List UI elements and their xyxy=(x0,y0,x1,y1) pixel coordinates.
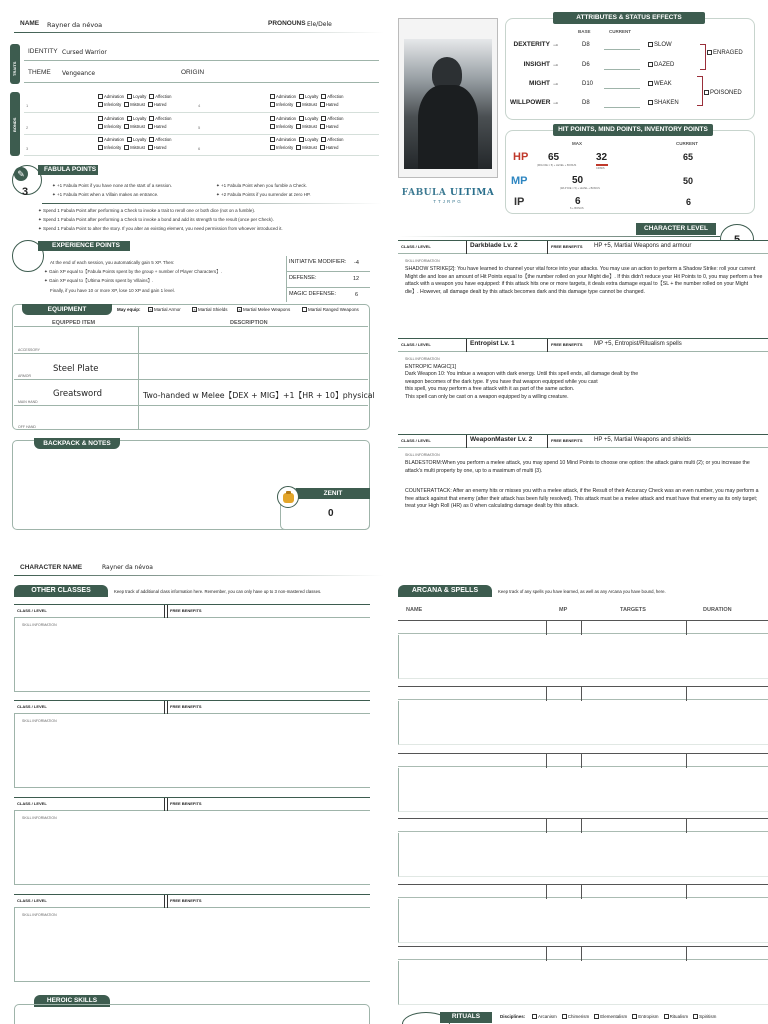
bond-loyalty-check[interactable]: Loyalty xyxy=(299,116,318,121)
bond-number: 1 xyxy=(26,103,29,108)
enraged-check[interactable]: ENRAGED xyxy=(707,50,743,56)
arcana-description[interactable] xyxy=(398,833,768,877)
skill-text-line[interactable]: weapon becomes of the dark type. If you have that weapon equipped while you cast xyxy=(405,378,598,385)
points-current-label: CURRENT xyxy=(676,141,698,146)
other-class-header xyxy=(14,797,370,811)
bond-mistrust-check[interactable]: Mistrust xyxy=(124,145,145,150)
cell-divider xyxy=(686,687,687,701)
main-hand-item[interactable]: Greatsword xyxy=(53,389,102,399)
slot-off-hand: OFF HAND xyxy=(18,425,36,429)
free-benefits-label: FREE BENEFITS xyxy=(170,608,202,613)
separator xyxy=(164,895,165,908)
bond-admiration-check[interactable]: Admiration xyxy=(270,116,296,121)
skill-text-2[interactable]: COUNTERATTACK: After an enemy hits or misses you with a melee attack, if the Result of their Accuracy Check was an even number, you may perform a free attack against that enemy (after their attack has been fully resolved). This attack must be a melee attack and must have that enemy as its only target; treat your High Roll (HR) as 0 when calculating damage dealt by this attack. xyxy=(405,488,759,510)
cell-divider xyxy=(581,947,582,961)
cell-divider xyxy=(581,819,582,833)
bond-divider xyxy=(24,134,379,135)
attribute-base[interactable]: D6 xyxy=(582,62,590,68)
arcana-description[interactable] xyxy=(398,899,768,943)
bond-number: 6 xyxy=(198,146,201,151)
fabula-spend-3: ✦ Spend 1 Fabula Point to alter the story. If you alter an existing element, you need permission from whoever introduced it. xyxy=(38,226,283,231)
bond-row-positive xyxy=(270,94,347,99)
bond-loyalty-check[interactable]: Loyalty xyxy=(299,94,318,99)
class-name[interactable]: Entropist Lv. 1 xyxy=(470,340,515,347)
attr-current-label: CURRENT xyxy=(609,29,631,34)
die-icon: ⊸ xyxy=(553,43,559,49)
crisis-underline xyxy=(596,164,608,166)
skill-text[interactable]: SHADOW STRIKE[2]: You have learned to channel your vital force into your attacks. You may use an action to perform a Shadow Strike: roll your current Might die and lose an amount of Hit Points equal to【the number rolled on your Might die】. If this didn't reduce your Hit Points to 0, you may perform a free attack with a weapon you have equipped: if this attack hits one or more targets, it deals extra damage equal to【SL + the number rolled on your Might die】. However, all damage dealt by this attack becomes dark and this damage type cannot be changed. xyxy=(405,266,763,295)
slot-armor: ARMOR xyxy=(18,374,32,378)
other-class-header xyxy=(14,700,370,714)
bond-number: 2 xyxy=(26,125,29,130)
bonds-tab: BONDS xyxy=(10,92,20,156)
hp-max[interactable]: 65 xyxy=(548,152,560,163)
class-header xyxy=(398,240,768,254)
theme-value[interactable]: Vengeance xyxy=(62,70,96,77)
bond-row-negative xyxy=(270,145,341,150)
bond-hatred-check[interactable]: Hatred xyxy=(320,145,339,150)
poisoned-check[interactable]: POISONED xyxy=(704,90,742,96)
die-icon: ⊸ xyxy=(553,63,559,69)
free-benefits[interactable]: HP +5, Martial Weapons and armour xyxy=(594,243,692,249)
xp-title: EXPERIENCE POINTS xyxy=(38,241,130,251)
cell-divider xyxy=(546,947,547,961)
class-header xyxy=(398,338,768,352)
bond-row-positive xyxy=(270,116,347,121)
cell-divider xyxy=(581,687,582,701)
ip-formula: 6 + BONUS xyxy=(570,207,584,210)
bond-number: 4 xyxy=(198,103,201,108)
status-shaken-check[interactable]: SHAKEN xyxy=(648,100,679,106)
class-level-label: CLASS / LEVEL xyxy=(17,898,47,903)
ip-label: IP xyxy=(514,196,525,208)
arcana-row[interactable] xyxy=(398,818,768,832)
free-benefits-label: FREE BENEFITS xyxy=(170,704,202,709)
backpack-title: BACKPACK & NOTES xyxy=(34,438,120,449)
separator xyxy=(466,435,467,448)
bond-affection-check[interactable]: Affection xyxy=(149,94,171,99)
skill-information-label: SKILL INFORMATION xyxy=(405,453,440,457)
xp-line-4: Finally, if you have 10 or more XP, lose 10 XP and gain 1 level. xyxy=(50,288,175,293)
bond-mistrust-check[interactable]: Mistrust xyxy=(124,102,145,107)
discipline-spiritism-check[interactable]: Spiritism xyxy=(693,1014,716,1019)
attribute-name: INSIGHT xyxy=(523,61,550,68)
discipline-entropism-check[interactable]: Entropism xyxy=(632,1014,658,1019)
bond-mistrust-check[interactable]: Mistrust xyxy=(124,124,145,129)
attribute-base[interactable]: D10 xyxy=(582,81,594,87)
bond-row-negative xyxy=(270,102,341,107)
arcana-description[interactable] xyxy=(398,961,768,1005)
bond-row-positive xyxy=(98,137,175,142)
arcana-description[interactable] xyxy=(398,701,768,745)
separator xyxy=(167,798,168,811)
bond-inferiority-check[interactable]: Inferiority xyxy=(98,102,121,107)
bond-hatred-check[interactable]: Hatred xyxy=(320,124,339,129)
identity-value[interactable]: Cursed Warrior xyxy=(62,49,107,56)
attribute-name: MIGHT xyxy=(529,80,550,87)
arcana-row[interactable] xyxy=(398,884,768,898)
cell-divider xyxy=(546,819,547,833)
ip-max[interactable]: 6 xyxy=(575,196,581,207)
arcana-note: Keep track of any spells you have learned, as well as any Arcana you have bound, here. xyxy=(498,589,666,594)
disciplines-list xyxy=(532,1014,721,1019)
attribute-current-line[interactable] xyxy=(604,49,640,50)
armor-item[interactable]: Steel Plate xyxy=(53,364,99,374)
bond-divider xyxy=(24,155,379,156)
arcana-row[interactable] xyxy=(398,620,768,634)
magic-defense-value[interactable]: 6 xyxy=(355,292,359,298)
slot-main-hand: MAIN HAND xyxy=(18,400,38,404)
attribute-current-line[interactable] xyxy=(604,88,640,89)
bond-loyalty-check[interactable]: Loyalty xyxy=(127,116,146,121)
quill-icon: ✎ xyxy=(14,167,28,181)
heroic-skills-box[interactable] xyxy=(14,1004,370,1024)
arcana-row[interactable] xyxy=(398,753,768,767)
cell-divider xyxy=(581,885,582,899)
portrait-frame[interactable] xyxy=(398,18,498,178)
bond-loyalty-check[interactable]: Loyalty xyxy=(127,94,146,99)
arcana-col-name: NAME xyxy=(406,607,423,613)
ip-current[interactable]: 6 xyxy=(686,197,692,207)
traits-tab: TRAITS xyxy=(10,44,20,84)
discipline-ritualism-check[interactable]: Ritualism xyxy=(664,1014,689,1019)
cell-divider xyxy=(546,687,547,701)
class-level-label: CLASS / LEVEL xyxy=(401,342,431,347)
arcana-col-mp: MP xyxy=(559,607,568,613)
cell-divider xyxy=(686,754,687,768)
die-icon: ⊸ xyxy=(553,101,559,107)
separator xyxy=(167,895,168,908)
fabula-spend-2: ✦ Spend 1 Fabula Point after performing a Check to invoke a bond and add its strength to the result (once per Check). xyxy=(38,217,274,222)
bond-admiration-check[interactable]: Admiration xyxy=(270,137,296,142)
theme-label: THEME xyxy=(28,69,51,76)
xp-line-1: At the end of each session, you automatically gain 5 XP. Then: xyxy=(50,260,175,265)
bond-inferiority-check[interactable]: Inferiority xyxy=(98,124,121,129)
die-icon: ⊸ xyxy=(553,82,559,88)
initiative-label: INITIATIVE MODIFIER: xyxy=(289,259,347,265)
arcana-description[interactable] xyxy=(398,635,768,679)
skill-information-label: SKILL INFORMATION xyxy=(22,719,57,723)
martial-melee-check[interactable]: × Martial Melee Weapons xyxy=(238,307,291,313)
free-benefits-label: FREE BENEFITS xyxy=(170,898,202,903)
cell-divider xyxy=(686,947,687,961)
bond-admiration-check[interactable]: Admiration xyxy=(270,94,296,99)
may-equip-label: May equip: xyxy=(117,307,141,312)
zenit-label: ZENIT xyxy=(296,488,370,499)
mp-label: MP xyxy=(511,175,528,187)
martial-armor-check[interactable]: × Martial Armor xyxy=(149,307,181,313)
bond-mistrust-check[interactable]: Mistrust xyxy=(296,102,317,107)
bond-affection-check[interactable]: Affection xyxy=(149,137,171,142)
arcana-title: ARCANA & SPELLS xyxy=(398,585,492,597)
class-panel xyxy=(398,434,768,530)
separator xyxy=(466,241,467,254)
class-level-label: CLASS / LEVEL xyxy=(17,801,47,806)
separator xyxy=(167,701,168,714)
separator xyxy=(466,339,467,352)
fabula-gain-4: ✦ +2 Fabula Points if you surrender at zero HP. xyxy=(216,192,311,197)
class-level-label: CLASS / LEVEL xyxy=(17,608,47,613)
discipline-elementalism-check[interactable]: Elementalism xyxy=(594,1014,627,1019)
class-level-label: CLASS / LEVEL xyxy=(17,704,47,709)
attribute-base[interactable]: D8 xyxy=(582,100,590,106)
character-name-p2[interactable]: Rayner da névoa xyxy=(102,564,153,571)
bond-affection-check[interactable]: Affection xyxy=(321,116,343,121)
hp-label: HP xyxy=(513,151,529,163)
separator xyxy=(547,241,548,254)
fabula-ultima-logo: FABULA ULTIMA TTJRPG xyxy=(401,188,495,204)
bond-hatred-check[interactable]: Hatred xyxy=(148,124,167,129)
fabula-spend-1: ✦ Spend 1 Fabula Point after performing a Check to invoke a trait to reroll one or both dice (not on a fumble). xyxy=(38,208,256,213)
bond-affection-check[interactable]: Affection xyxy=(321,94,343,99)
bond-inferiority-check[interactable]: Inferiority xyxy=(98,145,121,150)
skill-information-label: SKILL INFORMATION xyxy=(405,357,440,361)
bond-row-negative xyxy=(98,124,169,129)
xp-line-2: ✦ Gain XP equal to【Fabula Points spent by the group + number of Player Characters】. xyxy=(44,269,222,274)
cell-divider xyxy=(546,885,547,899)
pronouns-value[interactable]: Ele/Dele xyxy=(307,21,332,28)
class-header xyxy=(398,434,768,448)
pronouns-label: PRONOUNS xyxy=(268,20,306,27)
fabula-points-value[interactable]: 3 xyxy=(22,186,29,198)
bond-admiration-check[interactable]: Admiration xyxy=(98,116,124,121)
other-class-header xyxy=(14,894,370,908)
xp-line-3: ✦ Gain XP equal to【Ultima Points spent by Villains】. xyxy=(44,278,154,283)
bond-mistrust-check[interactable]: Mistrust xyxy=(296,124,317,129)
character-name[interactable]: Rayner da névoa xyxy=(47,21,103,29)
cell-divider xyxy=(581,621,582,635)
arcana-row[interactable] xyxy=(398,946,768,960)
bond-loyalty-check[interactable]: Loyalty xyxy=(127,137,146,142)
attributes-title: ATTRIBUTES & STATUS EFFECTS xyxy=(553,12,705,24)
enraged-bracket xyxy=(700,44,706,70)
bond-row-negative xyxy=(98,145,169,150)
rituals-title: RITUALS xyxy=(440,1012,492,1023)
martial-shields-check[interactable]: × Martial Shields xyxy=(193,307,228,313)
free-benefits-label: FREE BENEFITS xyxy=(170,801,202,806)
hp-crisis[interactable]: 32 xyxy=(596,152,608,163)
bond-inferiority-check[interactable]: Inferiority xyxy=(270,145,293,150)
class-level-label: CLASS / LEVEL xyxy=(401,438,431,443)
attribute-current-line[interactable] xyxy=(604,107,640,108)
bond-row-positive xyxy=(98,116,175,121)
bond-affection-check[interactable]: Affection xyxy=(321,137,343,142)
crisis-label: CRISIS xyxy=(596,167,605,170)
description-header: DESCRIPTION xyxy=(230,320,268,326)
other-classes-note: Keep track of additional class information here. Remember, you can only have up to 3 non-mastered classes. xyxy=(114,589,322,594)
defense-label: DEFENSE: xyxy=(289,275,317,281)
attribute-current-line[interactable] xyxy=(604,69,640,70)
bond-inferiority-check[interactable]: Inferiority xyxy=(270,102,293,107)
mp-formula: (WLP DIE × 5) + LEVEL + BONUS xyxy=(560,187,600,190)
zenit-value[interactable]: 0 xyxy=(328,508,334,519)
martial-ranged-check[interactable]: Martial Ranged Weapons xyxy=(302,307,359,312)
name-label: NAME xyxy=(20,20,40,27)
free-benefits[interactable]: MP +5, Entropist/Ritualism spells xyxy=(594,341,682,347)
fabula-points-title: FABULA POINTS xyxy=(38,165,98,175)
fabula-gain-2: ✦ +1 Fabula Point when a Villain makes an entrance. xyxy=(52,192,159,197)
separator xyxy=(547,435,548,448)
origin-label: ORIGIN xyxy=(181,69,205,76)
separator xyxy=(547,339,548,352)
character-level-title: CHARACTER LEVEL xyxy=(636,223,716,235)
status-slow-check[interactable]: SLOW xyxy=(648,42,672,48)
skill-text-line[interactable]: Dark Weapon 10: You imbue a weapon with dark energy. Until this spell ends, all damage dealt by the xyxy=(405,371,639,378)
attr-base-label: BASE xyxy=(578,29,591,34)
character-name-label: CHARACTER NAME xyxy=(20,564,83,571)
cell-divider xyxy=(546,621,547,635)
main-hand-description[interactable]: Two-handed w Melee【DEX + MIG】+1【HR + 10】physical xyxy=(143,391,375,400)
cell-divider xyxy=(686,621,687,635)
disciplines-label: Disciplines: xyxy=(500,1014,526,1019)
free-benefits-label: FREE BENEFITS xyxy=(551,342,583,347)
fabula-gain-1: ✦ +1 Fabula Point if you have none at the start of a session. xyxy=(52,183,172,188)
free-benefits-label: FREE BENEFITS xyxy=(551,244,583,249)
equipment-title: EQUIPMENT xyxy=(22,304,112,315)
hp-current[interactable]: 65 xyxy=(683,152,694,162)
free-benefits[interactable]: HP +5, Martial Weapons and shields xyxy=(594,437,691,443)
slot-accessory: ACCESSORY xyxy=(18,348,40,352)
free-benefits-label: FREE BENEFITS xyxy=(551,438,583,443)
bond-row-positive xyxy=(270,137,347,142)
bond-hatred-check[interactable]: Hatred xyxy=(148,102,167,107)
skill-information-label: SKILL INFORMATION xyxy=(405,259,440,263)
skill-information-label: SKILL INFORMATION xyxy=(22,913,57,917)
portrait-image xyxy=(404,39,492,169)
defense-value[interactable]: 12 xyxy=(353,276,360,282)
hp-formula: (MIG DIE × 5) + LEVEL + BONUS xyxy=(537,164,577,167)
arcana-col-targets: TARGETS xyxy=(620,607,646,613)
points-max-label: MAX xyxy=(572,141,582,146)
bond-admiration-check[interactable]: Admiration xyxy=(98,94,124,99)
fabula-gain-3: ✦ +1 Fabula Point when you fumble a Check. xyxy=(216,183,307,188)
class-name[interactable]: WeaponMaster Lv. 2 xyxy=(470,436,533,443)
separator xyxy=(164,798,165,811)
magic-defense-label: MAGIC DEFENSE: xyxy=(289,291,337,297)
bond-hatred-check[interactable]: Hatred xyxy=(148,145,167,150)
bond-divider xyxy=(24,112,379,113)
skill-information-label: SKILL INFORMATION xyxy=(22,816,57,820)
initiative-value[interactable]: -4 xyxy=(354,260,359,266)
identity-label: IDENTITY xyxy=(28,48,58,55)
discipline-arcanism-check[interactable]: Arcanism xyxy=(532,1014,557,1019)
mp-current[interactable]: 50 xyxy=(683,176,694,186)
arcana-col-duration: DURATION xyxy=(703,607,732,613)
cell-divider xyxy=(686,885,687,899)
bond-row-positive xyxy=(98,94,175,99)
points-panel xyxy=(505,130,755,214)
separator xyxy=(164,701,165,714)
bond-inferiority-check[interactable]: Inferiority xyxy=(270,124,293,129)
status-weak-check[interactable]: WEAK xyxy=(648,81,672,87)
skill-text-line[interactable]: this spell, you may perform a free attack with it as part of the same action. xyxy=(405,386,575,393)
bond-number: 3 xyxy=(26,146,29,151)
points-title: HIT POINTS, MIND POINTS, INVENTORY POINTS xyxy=(553,124,713,136)
bond-number: 5 xyxy=(198,125,201,130)
cell-divider xyxy=(546,754,547,768)
class-level-label: CLASS / LEVEL xyxy=(401,244,431,249)
other-class-header xyxy=(14,604,370,618)
arcana-row[interactable] xyxy=(398,686,768,700)
mp-max[interactable]: 50 xyxy=(572,175,584,186)
skill-information-label: SKILL INFORMATION xyxy=(22,623,57,627)
separator xyxy=(167,605,168,618)
skill-text-line[interactable]: ENTROPIC MAGIC[1] xyxy=(405,364,457,370)
cell-divider xyxy=(686,819,687,833)
attribute-base[interactable]: D8 xyxy=(582,42,590,48)
heroic-skills-title: HEROIC SKILLS xyxy=(34,995,110,1007)
bond-row-negative xyxy=(98,102,169,107)
arcana-description[interactable] xyxy=(398,768,768,812)
bond-loyalty-check[interactable]: Loyalty xyxy=(299,137,318,142)
bond-row-negative xyxy=(270,124,341,129)
coin-bag-icon xyxy=(277,486,299,508)
bond-admiration-check[interactable]: Admiration xyxy=(98,137,124,142)
bond-hatred-check[interactable]: Hatred xyxy=(320,102,339,107)
attribute-name: DEXTERITY xyxy=(513,41,550,48)
other-classes-title: OTHER CLASSES xyxy=(14,585,108,597)
discipline-chimerism-check[interactable]: Chimerism xyxy=(562,1014,590,1019)
equipped-item-header: EQUIPPED ITEM xyxy=(52,320,96,326)
poisoned-bracket xyxy=(697,76,703,106)
separator xyxy=(164,605,165,618)
bond-affection-check[interactable]: Affection xyxy=(149,116,171,121)
equipment-divider xyxy=(138,327,139,429)
skill-text-line[interactable]: This spell can only be cast on a weapon equipped by a willing creature. xyxy=(405,393,569,400)
cell-divider xyxy=(581,754,582,768)
bond-mistrust-check[interactable]: Mistrust xyxy=(296,145,317,150)
status-dazed-check[interactable]: DAZED xyxy=(648,62,674,68)
class-name[interactable]: Darkblade Lv. 2 xyxy=(470,242,518,249)
attribute-name: WILLPOWER xyxy=(510,99,551,106)
skill-text[interactable]: BLADESTORM:When you perform a melee attack, you may spend 10 Mind Points to choose one option: the attack gains multi (2); or you increase the attack's multi property by one, up to a maximum of multi (3). xyxy=(405,460,750,474)
